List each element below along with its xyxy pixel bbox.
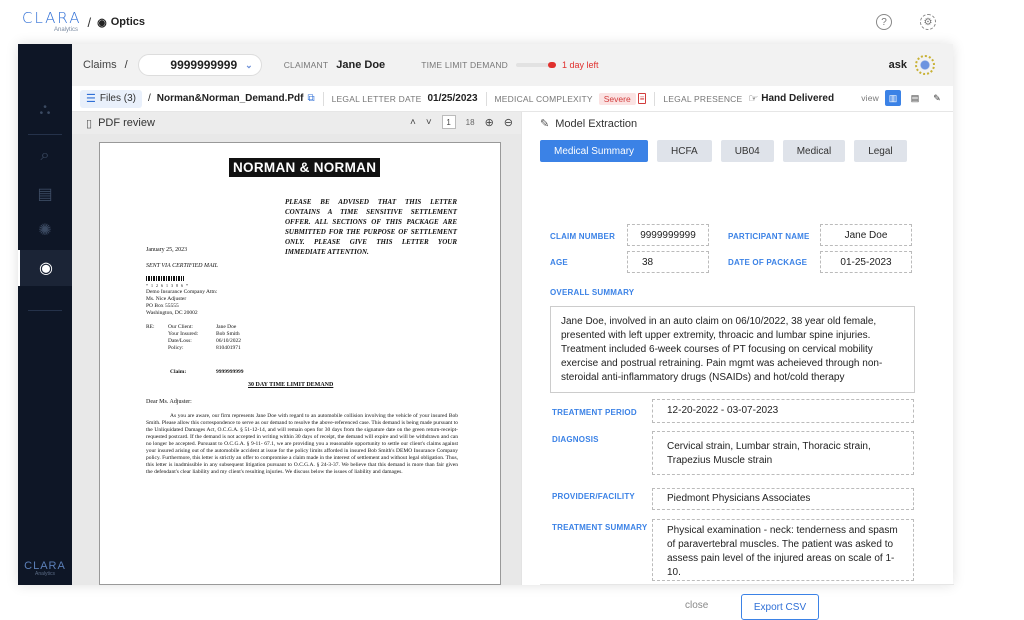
extraction-tabs [540, 140, 907, 162]
settings-cog-icon: ✺ [38, 222, 52, 239]
treatment-period-label: TREATMENT PERIOD [552, 408, 637, 417]
top-bar [0, 0, 1024, 44]
page-number-input[interactable]: 1 [442, 115, 456, 129]
overall-summary-field[interactable]: Jane Doe, involved in an auto claim on 06/10/2022, 38 year old female, presented with left upper extremity, throacic and lumbar spine injuries. Treatment included 6-week courses of PT focusing on cervical mobility exercise and postrual retraining. Pain mgmt was acheieved through non-steroidal anti-inflammatory drugs (NSAIDs) and hot/cold therapy [550, 306, 915, 393]
legal-letter-date: 01/25/2023 [427, 93, 478, 104]
breadcrumb-separator: / [87, 14, 92, 30]
claim-number-select[interactable]: 9999999999 ⌄ [138, 54, 262, 76]
age-field[interactable]: 38 [627, 251, 709, 273]
medical-complexity-label: MEDICAL COMPLEXITY [494, 93, 593, 104]
list-icon: ☰ [86, 93, 96, 105]
claims-breadcrumb[interactable]: Claims [83, 59, 117, 71]
time-limit-bar [516, 63, 556, 67]
document-header: ☰ Files (3) / Norman&Norman_Demand.Pdf ⧉ LEGAL LETTER DATE 01/25/2023 MEDICAL COMPLEXITY Severe ≡ LEGAL PRESENCE ☞ Hand Delivered view ▥ ▤ ✎ [72, 86, 953, 112]
pdf-page[interactable] [99, 142, 501, 585]
barcode-text: * 1 2 6 1 3 8 6 * [146, 283, 189, 288]
tab-medical-summary[interactable]: Medical Summary [540, 140, 648, 162]
provider-label: PROVIDER/FACILITY [552, 492, 635, 501]
sidebar-logo: CLARA Analytics [24, 560, 66, 577]
edit-doc-icon: ✎ [540, 118, 550, 130]
gear-icon[interactable]: ⚙ [920, 14, 936, 30]
claim-number-label: CLAIM NUMBER [550, 232, 616, 241]
letter-body: As you are aware, our firm represents Jane Doe with regard to an automobile collision involving the vehicle of your insured Bob Smith. Please allow this correspondence to serve as our demand to resolve the above-referenced case. This demand is being made pursuant to the Unliquidated Damages Act, O.C.G.A. § 51-12-14, and will remain open for 30 days from the signature date on the green return-receipt-requested postcard. If the demand is not accepted in writing within 30 days of receipt, the demand will expire and will be withdrawn and can no longer be accepted. Pursuant to O.C.G.A. § 9-11- 67.1, we are providing you a reasonable opportunity to settle our client's claims against your insured arising out of the automobile accident at issue for the policy limits afforded in insured Bob Smith's DEMO Insurance Company policy. Furthermore, this letter is strictly an offer to compromise a claim made in the interest of settlement and without legal obligation. Thus, this letter is inadmissible in any subsequent litigation pursuant to O.C.G.A. § 24-3-37. We believe that this demand is more than fair given the defendant's clear liability and my client's resulting injuries. We discuss below the issues of liability and damages. [146, 413, 458, 475]
hand-icon: ☞ [748, 93, 759, 105]
letter-notice: PLEASE BE ADVISED THAT THIS LETTER CONTAINS A TIME SENSITIVE SETTLEMENT OFFER. ALL SECTIONS OF THIS PACKAGE ARE SUBMITTED FOR THE PURPOSE OF SETTLEMENT ONLY. PLEASE GIVE THIS LETTER YOUR IMMEDIATE ATTENTION. [285, 198, 457, 256]
export-csv-button[interactable]: Export CSV [741, 594, 819, 620]
time-limit-value: 1 day left [562, 60, 599, 70]
zoom-in-icon[interactable]: ⊕ [484, 116, 494, 129]
re-block: RE: Our Client: Jane Doe Your Insured: Bob Smith Date/Loss: 06/10/2022 Policy: 810401971 [146, 324, 242, 351]
legal-presence: Hand Delivered [761, 93, 835, 104]
view-label: view [861, 93, 879, 103]
claim-header: Claims / 9999999999 ⌄ CLAIMANT Jane Doe TIME LIMIT DEMAND 1 day left ask [72, 44, 953, 86]
date-of-package-label: DATE OF PACKAGE [728, 258, 808, 267]
chevron-up-icon[interactable]: ˄ [409, 116, 416, 128]
claim-number-field[interactable]: 9999999999 [627, 224, 709, 246]
legal-letter-date-label: LEGAL LETTER DATE [331, 93, 422, 104]
tab-medical[interactable]: Medical [783, 140, 845, 162]
sidebar-item-optics[interactable] [18, 250, 72, 286]
sidebar [18, 44, 72, 585]
info-icon[interactable]: ≡ [639, 94, 645, 103]
extraction-title: Model Extraction [555, 117, 638, 130]
sent-via: SENT VIA CERTIFIED MAIL [146, 263, 218, 269]
edit-view-icon[interactable]: ✎ [933, 92, 941, 103]
users-chart-icon: ⛬ [39, 101, 51, 118]
claimant-label: CLAIMANT [283, 60, 329, 70]
date-of-package-field[interactable]: 01-25-2023 [820, 251, 912, 273]
provider-field[interactable]: Piedmont Physicians Associates [652, 488, 914, 510]
document-view-icon[interactable]: ▤ [910, 92, 920, 103]
model-extraction-panel [521, 112, 953, 613]
help-circle-icon[interactable]: ? [876, 14, 892, 30]
participant-name-label: PARTICIPANT NAME [728, 232, 810, 241]
files-button[interactable]: ☰ Files (3) [80, 90, 142, 108]
zoom-out-icon[interactable]: ⊖ [503, 116, 513, 129]
app-name: Optics [110, 16, 145, 28]
pdf-icon: ▯ [86, 117, 93, 130]
eye-icon: ◉ [97, 16, 107, 29]
recipient-address: Demo Insurance Company Attn: Ms. Nice Adjuster PO Box 55555 Washington, DC 20002 [146, 289, 218, 316]
sidebar-item-documents[interactable] [18, 176, 72, 212]
external-link-icon[interactable]: ⧉ [307, 93, 315, 104]
eye-icon: ◉ [39, 260, 53, 277]
tab-hcfa[interactable]: HCFA [657, 140, 712, 162]
treatment-summary-label: TREATMENT SUMMARY [552, 523, 648, 532]
age-label: AGE [550, 258, 568, 267]
claimant-name: Jane Doe [336, 59, 386, 71]
firm-name: NORMAN & NORMAN [229, 158, 380, 177]
close-button[interactable]: close [685, 600, 709, 611]
legal-presence-label: LEGAL PRESENCE [663, 93, 743, 104]
diagnosis-label: DIAGNOSIS [552, 435, 599, 444]
chevron-down-icon: ⌄ [245, 59, 253, 70]
letter-date: January 25, 2023 [146, 247, 188, 253]
split-view-icon[interactable]: ▥ [885, 90, 901, 106]
status-badge: Severe [599, 93, 636, 105]
treatment-period-field[interactable]: 12-20-2022 - 03-07-2023 [652, 399, 914, 423]
ask-assistant-icon[interactable] [915, 55, 935, 75]
diagnosis-field[interactable]: Cervical strain, Lumbar strain, Thoracic strain, Trapezius Muscle strain [652, 431, 914, 475]
sidebar-item-settings[interactable] [18, 212, 72, 248]
ask-label[interactable]: ask [888, 59, 907, 71]
salutation: Dear Ms. Adjuster: [146, 399, 192, 405]
pdf-title: PDF review [98, 117, 155, 129]
deadline-title: 30 DAY TIME LIMIT DEMAND [248, 382, 334, 388]
overall-summary-label: OVERALL SUMMARY [550, 288, 635, 297]
treatment-summary-field[interactable]: Physical examination - neck: tenderness and spasm of paravertebral muscles. The patient was asked to assess pain level of the injured areas on scale of 1-10. [652, 519, 914, 581]
claim-row: Claim: 9999999999 [170, 369, 244, 375]
chevron-down-icon[interactable]: ˅ [425, 116, 432, 128]
document-icon: ▤ [37, 186, 53, 203]
page-total: 18 [465, 117, 475, 127]
app-shell [18, 44, 953, 613]
sidebar-item-search[interactable] [18, 138, 72, 174]
document-name[interactable]: Norman&Norman_Demand.Pdf [156, 93, 304, 104]
search-doc-icon: ⌕ [40, 147, 50, 164]
barcode [146, 276, 184, 281]
tab-legal[interactable]: Legal [854, 140, 906, 162]
clara-logo[interactable]: CLARA Analytics [22, 9, 82, 33]
pdf-review-panel [72, 112, 521, 585]
time-limit-label: TIME LIMIT DEMAND [421, 60, 509, 70]
breadcrumb-app[interactable] [97, 16, 145, 29]
participant-name-field[interactable]: Jane Doe [820, 224, 912, 246]
sidebar-item-analytics[interactable] [18, 92, 72, 128]
tab-ub04[interactable]: UB04 [721, 140, 774, 162]
